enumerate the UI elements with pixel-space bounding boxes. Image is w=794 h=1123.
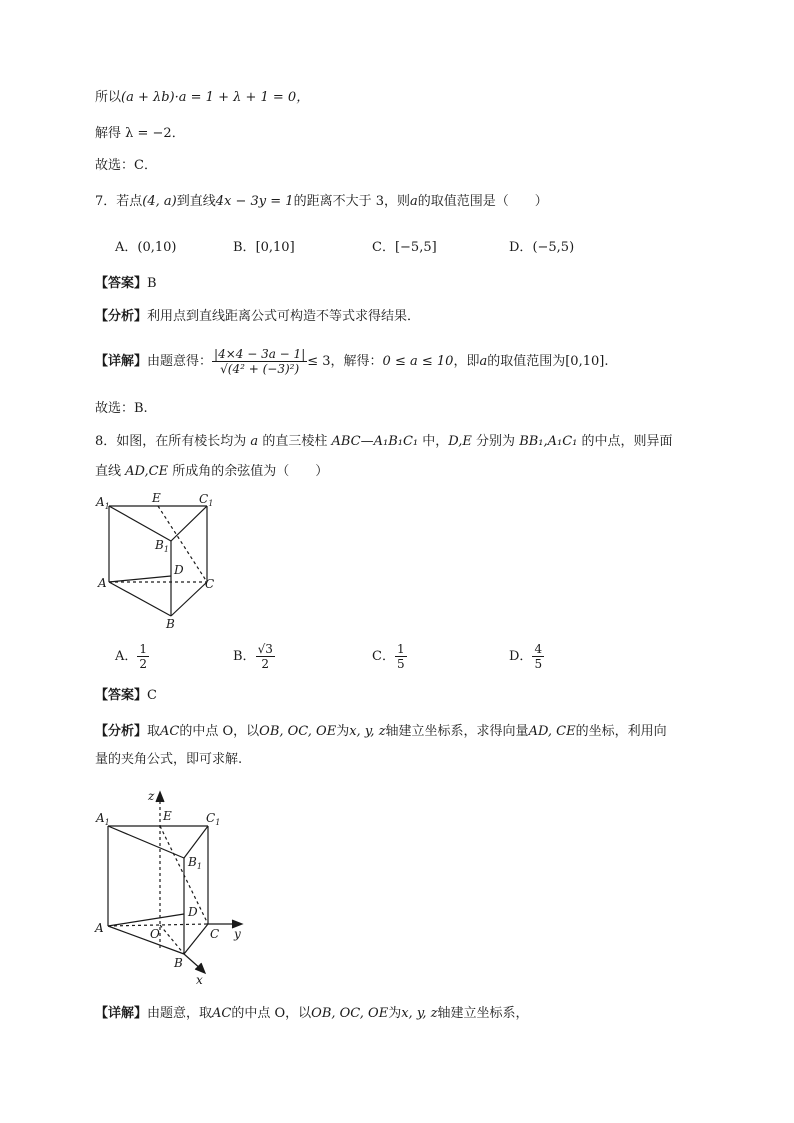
- q7-detail-end: .: [604, 354, 609, 369]
- q8-stem-part4: 分别为: [476, 434, 516, 449]
- label-b1: $B_1$: [155, 538, 169, 554]
- q7-detail-d: 的取值范围为: [487, 354, 566, 369]
- label-b: B: [166, 617, 175, 630]
- q7-option-d-label: D．: [509, 240, 533, 255]
- q7-choose-text: 故选：B.: [95, 401, 148, 416]
- q8-prism: ABC—A₁B₁C₁: [331, 434, 419, 449]
- q8-detail: [95, 1004, 529, 1024]
- label-a: A: [98, 576, 107, 590]
- label-b1: $B_1$: [188, 855, 202, 871]
- q7-analysis-text: 利用点到直线距离公式可构造不等式求得结果．: [147, 309, 421, 324]
- q8-detail-d: 轴建立坐标系，: [437, 1006, 529, 1021]
- label-a1: $A_1$: [96, 495, 110, 511]
- q8-option-d: [509, 642, 544, 671]
- q8-option-b-fraction: [256, 642, 275, 671]
- q8-option-a: [115, 642, 149, 671]
- q8-option-d-fraction: [532, 642, 544, 671]
- label-b: B: [174, 956, 183, 970]
- q8-analysis-vecs2: AD, CE: [528, 724, 576, 739]
- prev-solve: 解得 λ = −2．: [95, 126, 185, 141]
- q8-detail-b: 的中点 O，以: [231, 1006, 312, 1021]
- q8-option-d-label: D．: [509, 649, 533, 664]
- q7-option-a-value: (0,10): [137, 240, 177, 255]
- label-e: E: [152, 491, 161, 505]
- prev-expression: (a + λb)·a = 1 + λ + 1 = 0，: [121, 90, 310, 105]
- q7-option-d-value: (−5,5): [532, 240, 575, 255]
- q8-option-c-fraction: [395, 642, 407, 671]
- q7-distance-fraction: [212, 347, 307, 376]
- q8-analysis-c: 为: [336, 724, 350, 739]
- q7-detail-range: 0 ≤ a ≤ 10: [382, 354, 454, 369]
- q7-option-d: [509, 236, 574, 255]
- q8-lines: AD,CE: [125, 464, 169, 479]
- q7-stem: [95, 192, 548, 212]
- q8-analysis-tag: 【分析】: [95, 724, 148, 739]
- q8-stem-line2b: 所成角的余弦值为（ ）: [172, 464, 329, 479]
- q8-edge: a: [250, 434, 259, 449]
- q8-analysis-b: 的中点 O，以: [179, 724, 260, 739]
- q8-stem-part5: 的中点，则异面: [581, 434, 673, 449]
- q7-line-equation: 4x − 3y = 1: [215, 194, 294, 209]
- label-c: C: [205, 577, 215, 591]
- label-c1: $C_1$: [206, 811, 221, 827]
- prev-prefix: 所以: [95, 90, 122, 105]
- q7-option-a-label: A．: [115, 240, 138, 255]
- q7-answer: [95, 274, 157, 294]
- q8-option-a-den: 2: [139, 657, 148, 671]
- q8-option-c-den: 5: [396, 657, 405, 671]
- q8-analysis-xyz: x, y, z: [349, 724, 386, 739]
- q8-answer-tag: 【答案】: [95, 688, 148, 703]
- q8-option-c: [372, 642, 407, 671]
- q7-answer-value: B: [147, 276, 157, 291]
- q8-answer-value: C: [147, 688, 157, 703]
- prism-figure-2: [92, 786, 252, 986]
- q8-analysis-vecs: OB, OC, OE: [259, 724, 337, 739]
- q8-option-b-label: B．: [233, 649, 256, 664]
- q7-option-b-value: [0,10]: [255, 240, 295, 255]
- q8-analysis-e: 的坐标，利用向: [575, 724, 667, 739]
- edge-a1-b1: [108, 826, 184, 858]
- label-o: O: [150, 927, 160, 941]
- q7-detail-result: [0,10]: [565, 354, 605, 369]
- q8-mids: BB₁,A₁C₁: [519, 434, 578, 449]
- edge-b1-c1: [171, 506, 207, 541]
- q7-detail: [95, 340, 608, 384]
- q7-detail-b: ，解得：: [330, 354, 383, 369]
- q7-detail-ineq: ≤ 3: [307, 354, 331, 369]
- label-a: A: [95, 921, 104, 935]
- label-a1: $A_1$: [96, 811, 110, 827]
- edge-a-c-dashed: [108, 924, 208, 926]
- edge-a-d: [108, 914, 184, 926]
- label-e: E: [163, 809, 172, 823]
- q8-detail-ac: AC: [212, 1006, 232, 1021]
- q7-stem-a: 若点: [116, 194, 143, 209]
- q7-detail-a: 由题意得：: [147, 354, 213, 369]
- q8-option-a-label: A．: [115, 649, 138, 664]
- label-d: D: [174, 563, 184, 577]
- q8-analysis: [95, 718, 703, 774]
- q8-analysis-d: 轴建立坐标系，求得向量: [385, 724, 529, 739]
- label-c1: $C_1$: [199, 492, 214, 508]
- label-x: x: [196, 973, 203, 986]
- q8-stem-line-1: [95, 432, 673, 452]
- edge-b-c: [171, 582, 207, 616]
- prev-choose: 故选：C．: [95, 158, 157, 173]
- q8-stem-part2: 的直三棱柱: [262, 434, 328, 449]
- q8-stem-part3: 中，: [422, 434, 449, 449]
- q7-analysis-tag: 【分析】: [95, 309, 148, 324]
- label-y: y: [234, 927, 241, 941]
- q7-analysis: [95, 307, 420, 327]
- label-d: D: [188, 905, 198, 919]
- q8-detail-a: 由题意，取: [147, 1006, 213, 1021]
- edge-a-b: [109, 582, 171, 616]
- q7-var: a: [409, 194, 418, 209]
- q8-option-d-num: 4: [534, 642, 543, 656]
- q7-option-c-value: [−5,5]: [394, 240, 437, 255]
- prev-line-2: [95, 124, 185, 144]
- q8-option-d-den: 5: [534, 657, 543, 671]
- q7-option-b-label: B．: [233, 240, 256, 255]
- label-z: z: [148, 789, 155, 803]
- q8-option-c-label: C．: [372, 649, 395, 664]
- q7-detail-tag: 【详解】: [95, 354, 148, 369]
- label-c: C: [210, 927, 220, 941]
- prism-figure-1: [95, 490, 225, 630]
- q7-fraction-numerator: |4×4 − 3a − 1|: [214, 347, 306, 361]
- edge-a-d: [109, 576, 171, 582]
- q7-point: (4, a): [142, 194, 177, 209]
- q8-option-b: [233, 642, 275, 671]
- edge-b-c: [184, 924, 208, 954]
- q8-de: D,E: [448, 434, 472, 449]
- q8-detail-tag: 【详解】: [95, 1006, 148, 1021]
- q7-stem-b: 到直线: [176, 194, 216, 209]
- prev-line-3: [95, 156, 157, 176]
- q8-stem-part1: 8．如图，在所有棱长均为: [95, 434, 247, 449]
- q7-option-b: [233, 236, 295, 255]
- edge-b1-c1: [184, 826, 208, 858]
- q7-stem-d: 的取值范围是（ ）: [417, 194, 548, 209]
- q7-stem-c: 的距离不大于 3，则: [293, 194, 410, 209]
- q8-option-b-num: √3: [257, 642, 273, 656]
- q8-analysis-a: 取: [147, 724, 161, 739]
- q8-option-a-num: 1: [139, 642, 148, 656]
- q7-number: 7．: [95, 194, 117, 209]
- q8-analysis-line2: 量的夹角公式，即可求解.: [95, 752, 243, 767]
- q7-answer-tag: 【答案】: [95, 276, 148, 291]
- q8-option-b-den: 2: [261, 657, 270, 671]
- q7-detail-c: ，即: [453, 354, 480, 369]
- axis-z-arrow: [156, 792, 164, 802]
- q8-answer: [95, 686, 157, 706]
- q7-choose: [95, 399, 148, 419]
- q8-analysis-ac: AC: [160, 724, 180, 739]
- q8-stem-line-2: [95, 462, 328, 482]
- q8-option-c-num: 1: [396, 642, 405, 656]
- q7-option-a: [115, 236, 176, 255]
- q7-detail-var: a: [479, 354, 488, 369]
- q8-detail-vecs: OB, OC, OE: [311, 1006, 389, 1021]
- q7-fraction-denominator: √(4² + (−3)²): [220, 362, 300, 376]
- q7-option-c-label: C．: [372, 240, 395, 255]
- q7-option-c: [372, 236, 437, 255]
- q8-option-a-fraction: [137, 642, 149, 671]
- q8-stem-line2a: 直线: [95, 464, 122, 479]
- q8-detail-xyz: x, y, z: [401, 1006, 438, 1021]
- prev-line-1: [95, 88, 309, 108]
- q8-detail-c: 为: [388, 1006, 402, 1021]
